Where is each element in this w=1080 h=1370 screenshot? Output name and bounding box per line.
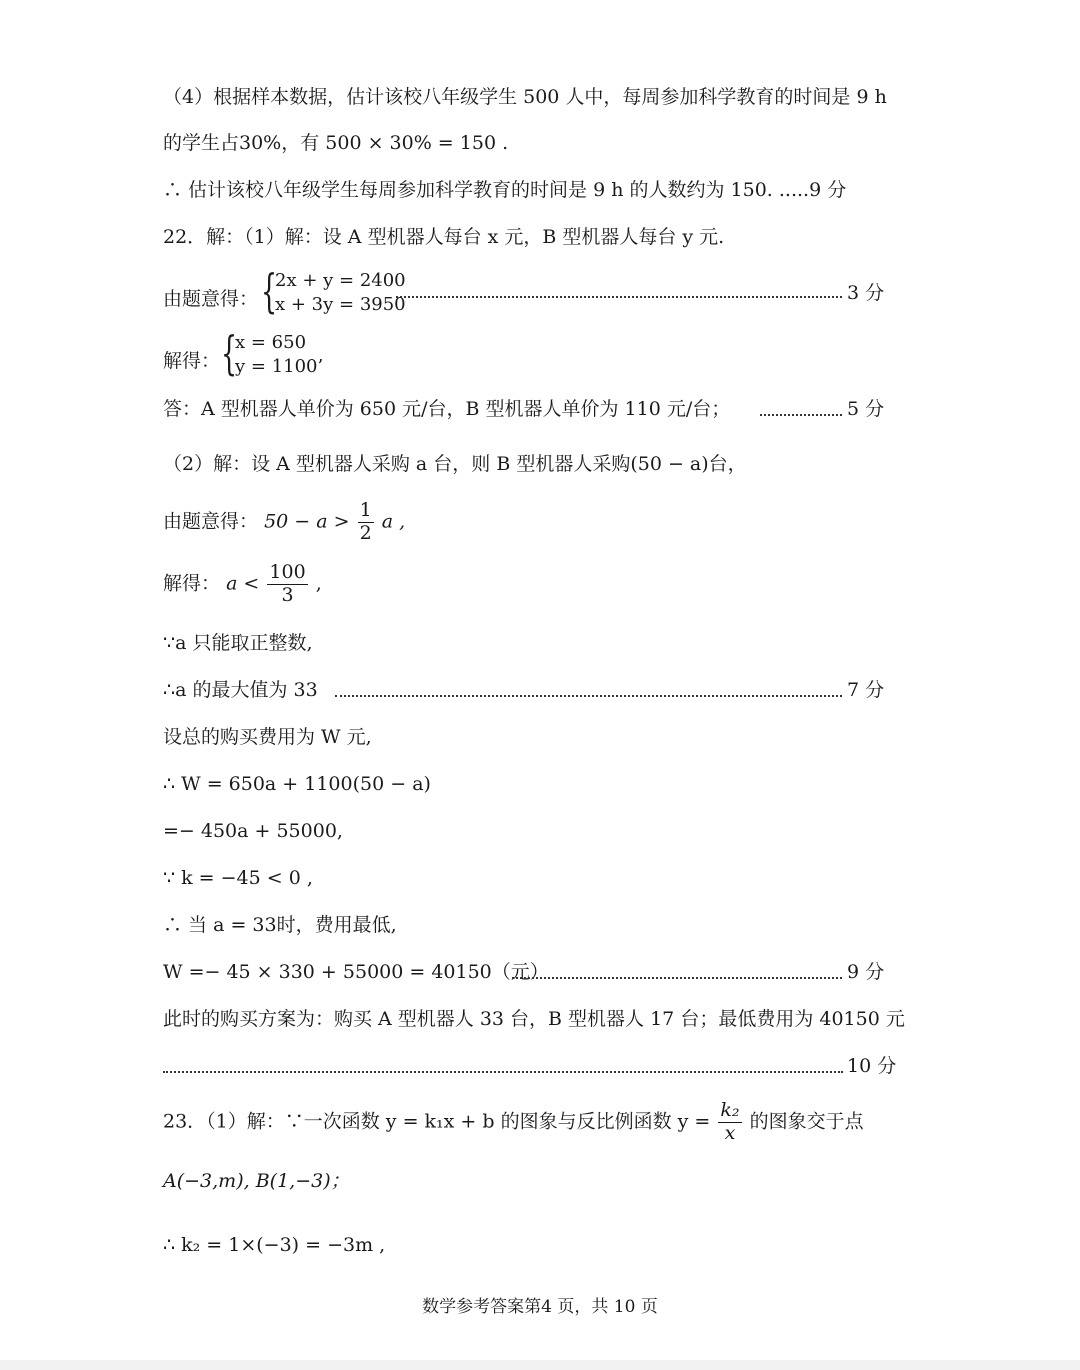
q22-set-w: 设总的购买费用为 W 元, [163, 726, 372, 748]
q22-eq1: 2x + y = 2400 [275, 270, 406, 291]
q23-frac-num: k₂ [720, 1099, 740, 1121]
q22-max-leader [335, 695, 842, 697]
q22-solutions [235, 331, 323, 379]
q22-answer-score: 5 分 [847, 398, 885, 420]
q22-solve-den: 3 [281, 583, 294, 606]
q22-answer-leader [760, 414, 842, 416]
q22-ineq-num: 1 [359, 499, 372, 521]
q22-ineq-label: 由题意得： [163, 510, 259, 533]
q22-sol-label: 解得： [163, 350, 221, 372]
q22-eq-label: 由题意得： [163, 288, 259, 310]
q22-plan-score: 10 分 [847, 1055, 897, 1077]
q23-frac-den: x [724, 1121, 736, 1144]
q22-sol1: x = 650 [235, 332, 307, 353]
q22-ineq-fraction [358, 500, 374, 545]
q22-part2: （2）解：设 A 型机器人采购 a 台，则 B 型机器人采购(50 − a)台， [163, 453, 747, 475]
q22-w-simpl: =− 450a + 55000, [163, 820, 343, 842]
q22-k-neg: ∵ k = −45 < 0 , [163, 867, 313, 889]
q22-because-int: ∵a 只能取正整数, [163, 632, 313, 654]
q22-eq-leader [396, 296, 842, 298]
q22-plan-leader [163, 1071, 843, 1073]
q22-sol2: y = 1100’ [235, 356, 324, 377]
q22-w-expr: ∴ W = 650a + 1100(50 − a) [163, 773, 431, 795]
q22-solve [163, 562, 322, 607]
q23-intro-a: 23．（1）解：∵一次函数 y = k₁x + b 的图象与反比例函数 y = [163, 1110, 711, 1133]
q23-fraction [718, 1100, 741, 1145]
q22-ineq-right: a , [381, 510, 406, 533]
q22-solve-left: a < [226, 572, 260, 595]
q22-w-leader [512, 977, 842, 979]
q23-k2: ∴ k₂ = 1×(−3) = −3m , [163, 1234, 386, 1256]
q22-equation-system [163, 264, 893, 320]
q21-conclusion-text: ∴ 估计该校八年级学生每周参加科学教育的时间是 9 h 的人数约为 150. [163, 179, 773, 201]
q21-conclusion [163, 181, 846, 200]
page-footer: 数学参考答案第4 页，共 10 页 [422, 1297, 658, 1317]
q22-min-when: ∴ 当 a = 33时，费用最低, [163, 914, 397, 936]
q22-solve-fraction [267, 562, 307, 607]
q22-solve-num: 100 [269, 561, 306, 583]
q22-solve-right: , [315, 572, 322, 595]
q22-answer: 答：A 型机器人单价为 650 元/台，B 型机器人单价为 110 元/台； [163, 398, 731, 420]
q23-intro [163, 1100, 864, 1145]
q22-solve-label: 解得： [163, 572, 221, 595]
q22-ineq-den: 2 [359, 521, 372, 544]
bottom-border [0, 1360, 1080, 1370]
q22-inequality [163, 500, 405, 545]
q22-equations [275, 269, 406, 317]
q22-max-a: ∴a 的最大值为 33 [163, 679, 318, 701]
q22-w-calc: W =− 45 × 330 + 55000 = 40150（元） [163, 961, 549, 983]
q22-intro: 22．解：（1）解：设 A 型机器人每台 x 元，B 型机器人每台 y 元. [163, 226, 725, 248]
q22-eq-score: 3 分 [847, 282, 885, 304]
q22-w-score: 9 分 [847, 961, 885, 983]
q22-max-score: 7 分 [847, 679, 885, 701]
q23-intro-b: 的图象交于点 [749, 1110, 864, 1133]
q21-conclusion-score: .....9 分 [778, 179, 847, 201]
q21-part4-line1: （4）根据样本数据，估计该校八年级学生 500 人中，每周参加科学教育的时间是 9 h [163, 86, 887, 108]
brace-icon: { [261, 264, 278, 318]
q22-solution-system [163, 326, 463, 382]
q22-ineq-left: 50 − a > [264, 510, 350, 533]
q22-eq2: x + 3y = 3950 [275, 294, 406, 315]
brace-icon: { [221, 326, 238, 380]
q23-points: A(−3,m), B(1,−3)； [163, 1170, 350, 1192]
q21-part4-line2: 的学生占30%，有 500 × 30% = 150 . [163, 132, 509, 154]
q22-plan: 此时的购买方案为：购买 A 型机器人 33 台，B 型机器人 17 台；最低费用为 40150 元 [163, 1008, 905, 1030]
